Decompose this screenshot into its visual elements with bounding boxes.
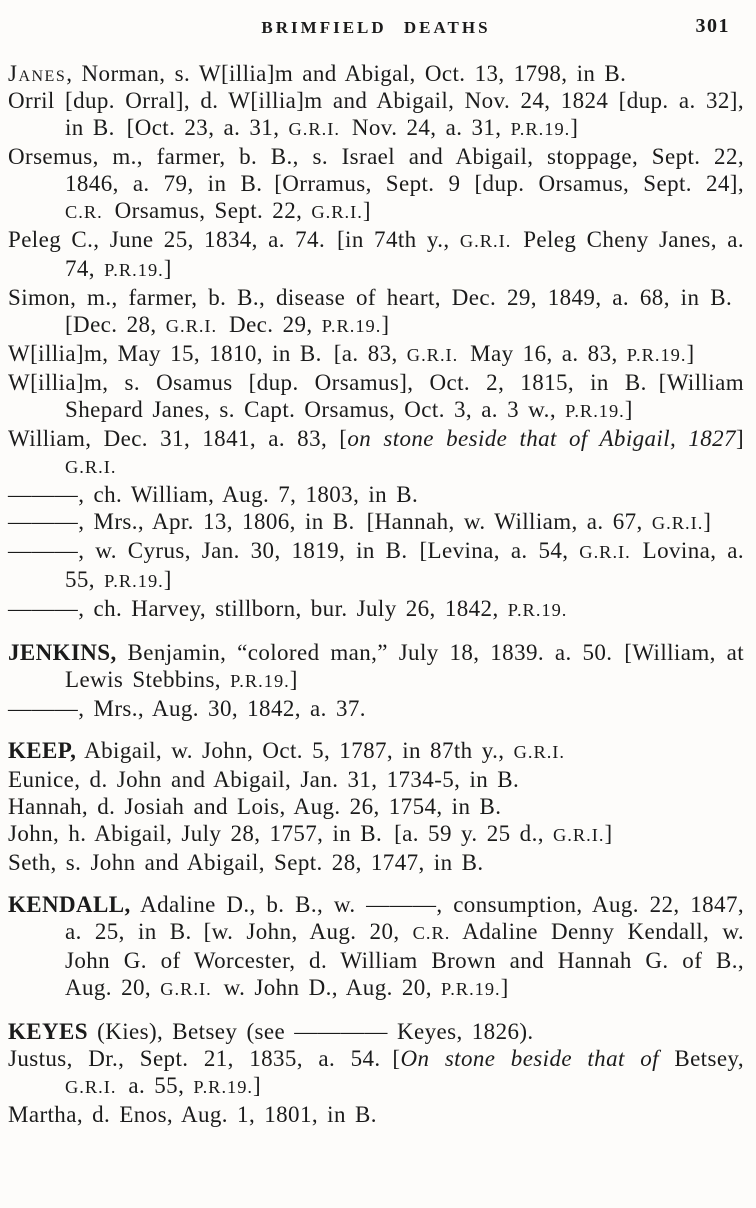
death-record-entry (8, 481, 744, 508)
text-segment: Adaline D., b. B., w. ———, consumption, Aug. 22, 1847, a. 25, in B. [w. John, Aug. 20, C.R. Adaline Denny Kendall, w. John G. of Worcester, d. William Brown and Hannah G. of B., Aug. 20, G.R.I. w. John D., Aug. 20, P.R.19.] (65, 892, 744, 1000)
text-segment: Hannah, d. Josiah and Lois, Aug. 26, 1754, in B. (8, 794, 502, 819)
text-segment: Martha, d. Enos, Aug. 1, 1801, in B. (8, 1102, 377, 1127)
text-segment: (Kies), Betsey (see ———— Keyes, 1826). (87, 1019, 534, 1044)
text-segment: Seth, s. John and Abigail, Sept. 28, 1747, in B. (8, 850, 484, 875)
text-segment: John, h. Abigail, July 28, 1757, in B. [a. 59 y. 25 d., G.R.I.] (8, 821, 613, 846)
page-number: 301 (695, 15, 730, 37)
surname-group (8, 60, 744, 624)
death-record-entry (8, 820, 744, 849)
death-record-entry (8, 849, 744, 876)
text-segment: JENKINS, (8, 640, 117, 665)
text-segment: Janes (8, 61, 67, 86)
death-record-entry (8, 737, 744, 766)
surname-group (8, 1018, 744, 1128)
death-record-entry (8, 508, 744, 537)
death-record-entry (8, 793, 744, 820)
text-segment: , Norman, s. W[illia]m and Abigal, Oct. 13, 1798, in B. (66, 61, 627, 86)
text-segment: Simon, m., farmer, b. B., disease of heart, Dec. 29, 1849, a. 68, in B. [Dec. 28, G.R.I. Dec. 29, P.R.19.] (8, 285, 744, 337)
text-segment: Orsemus, m., farmer, b. B., s. Israel and Abigail, stoppage, Sept. 22, 1846, a. 79, in B. [Orramus, Sept. 9 [dup. Orsamus, Sept. 24], C.R. Orsamus, Sept. 22, G.R.I.] (8, 144, 744, 223)
text-segment: ———, Mrs., Apr. 13, 1806, in B. [Hannah, w. William, a. 67, G.R.I.] (8, 509, 712, 534)
text-segment: on stone beside that of Abigail, 1827 (347, 426, 736, 451)
text-segment: Betsey, G.R.I. a. 55, P.R.19.] (65, 1046, 744, 1098)
death-record-entry (8, 537, 744, 595)
death-record-entry (8, 143, 744, 226)
text-segment: ———, w. Cyrus, Jan. 30, 1819, in B. [Levina, a. 54, G.R.I. Lovina, a. 55, P.R.19.] (8, 538, 745, 592)
death-record-entry (8, 369, 744, 425)
text-segment: ———, ch. William, Aug. 7, 1803, in B. (8, 482, 419, 507)
death-record-entry (8, 695, 744, 722)
text-segment: Orril [dup. Orral], d. W[illia]m and Abigail, Nov. 24, 1824 [dup. a. 32], in B. [Oct. 23, a. 31, G.R.I. Nov. 24, a. 31, P.R.19.] (8, 88, 744, 140)
death-record-entry (8, 284, 744, 340)
text-segment: William, Dec. 31, 1841, a. 83, [ (8, 426, 348, 451)
death-record-entry (8, 226, 744, 284)
text-segment: ———, Mrs., Aug. 30, 1842, a. 37. (8, 696, 366, 721)
death-record-entry (8, 340, 744, 369)
death-record-entry (8, 1101, 744, 1128)
death-record-entry (8, 60, 744, 87)
text-segment: Benjamin, “colored man,” July 18, 1839. a. 50. [William, at Lewis Stebbins, P.R.19.] (65, 640, 744, 692)
text-segment: ———, ch. Harvey, stillborn, bur. July 26, 1842, P.R.19. (8, 596, 568, 621)
text-segment: On stone beside that of (400, 1046, 659, 1071)
text-segment: W[illia]m, May 15, 1810, in B. [a. 83, G.R.I. May 16, a. 83, P.R.19.] (8, 341, 695, 366)
text-segment: KENDALL, (8, 892, 131, 917)
running-head-title: BRIMFIELD DEATHS (261, 18, 491, 37)
death-record-entry (8, 639, 744, 695)
running-header (8, 12, 744, 42)
death-record-entry (8, 766, 744, 793)
surname-group (8, 737, 744, 876)
surname-group (8, 639, 744, 722)
death-record-entry (8, 1018, 744, 1045)
text-segment: W[illia]m, s. Osamus [dup. Orsamus], Oct. 2, 1815, in B. [William Shepard Janes, s. Capt. Orsamus, Oct. 3, a. 3 w., P.R.19.] (8, 370, 744, 422)
entries-container (8, 60, 744, 1128)
text-segment: Eunice, d. John and Abigail, Jan. 31, 1734-5, in B. (8, 767, 520, 792)
text-segment: ] G.R.I. (65, 426, 744, 477)
death-record-entry (8, 425, 744, 481)
text-segment: Abigail, w. John, Oct. 5, 1787, in 87th y., G.R.I. (76, 738, 566, 763)
text-segment: Justus, Dr., Sept. 21, 1835, a. 54. [ (8, 1046, 401, 1071)
text-segment: KEEP, (8, 738, 77, 763)
death-record-entry (8, 1045, 744, 1101)
surname-group (8, 891, 744, 1003)
death-record-entry (8, 891, 744, 1003)
death-record-entry (8, 595, 744, 624)
death-record-entry (8, 87, 744, 143)
text-segment: Peleg C., June 25, 1834, a. 74. [in 74th y., G.R.I. Peleg Cheny Janes, a. 74, P.R.19.] (8, 227, 744, 281)
text-segment: KEYES (8, 1019, 88, 1044)
